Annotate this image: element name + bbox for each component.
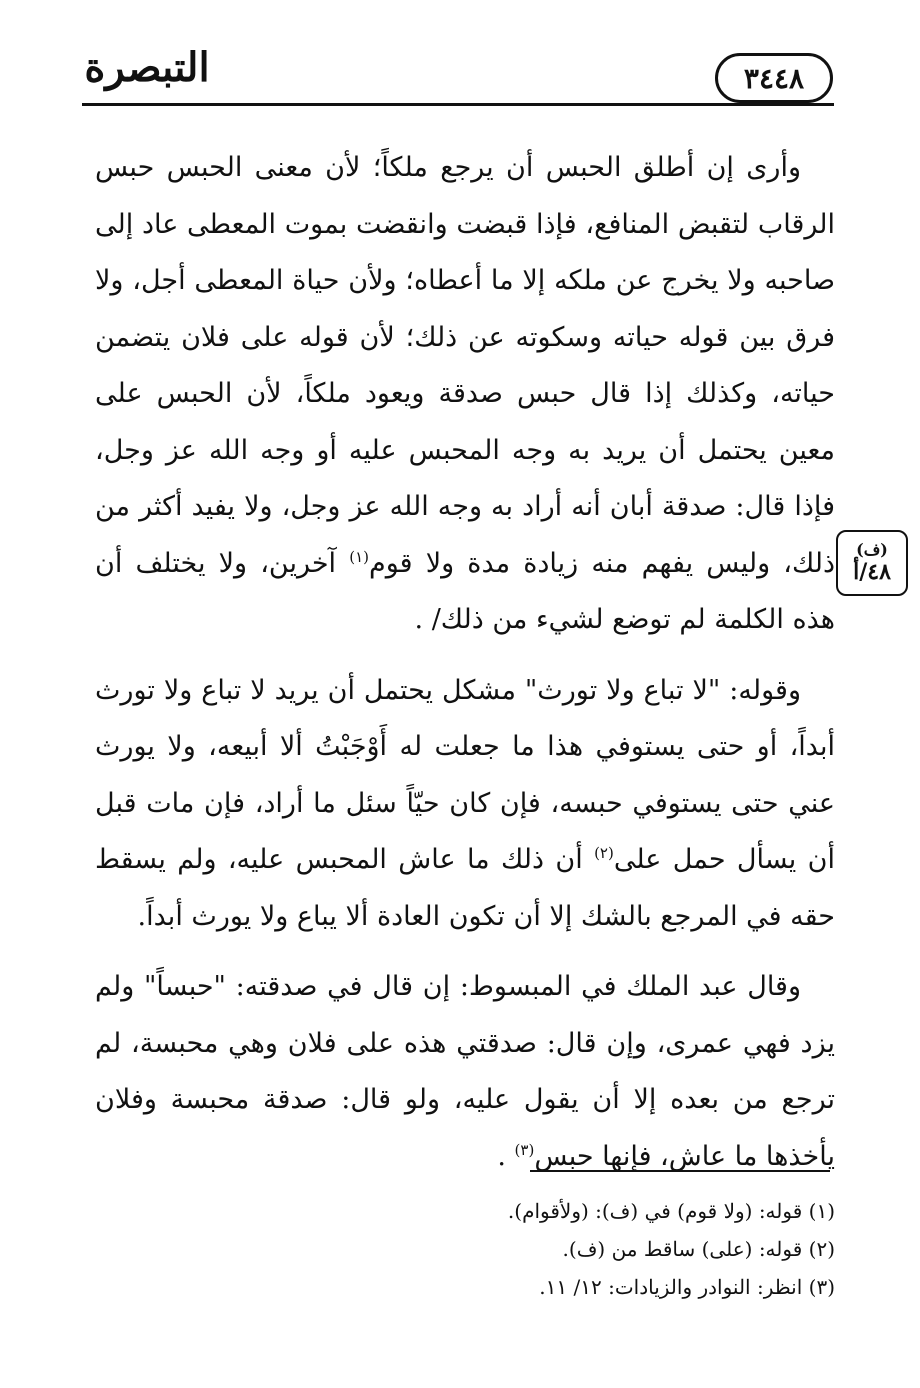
header-rule [82, 103, 834, 106]
page-number: ٣٤٤٨ [715, 53, 833, 103]
footnote-3: (٣) انظر: النوادر والزيادات: ١٢/ ١١. [539, 1275, 835, 1299]
footnote-separator [530, 1170, 830, 1172]
footnote-ref-3: (٣) [514, 1140, 535, 1159]
main-text [95, 140, 835, 1199]
paragraph-2 [95, 663, 835, 946]
paragraph-text: وأرى إن أطلق الحبس أن يرجع ملكاً؛ لأن معنى الحبس حبس الرقاب لتقبض المنافع، فإذا قبضت وانقضت بموت المعطى عاد إلى صاحبه ولا يخرج عن ملكه إلا ما أعطاه؛ ولأن حياة المعطى أجل، ولا فرق بين قوله حياته وسكوته عن ذلك؛ لأن قوله على فلان يتضمن حياته، وكذلك إذا قال حبس صدقة ويعود ملكاً، لأن الحبس على معين يحتمل أن يريد به وجه المحبس عليه أو وجه الله عز وجل، فإذا قال: صدقة أبان أنه أراد به وجه الله عز وجل، ولا يفيد أكثر من ذلك، وليس يفهم منه زيادة مدة ولا قوم [95, 152, 836, 579]
footnote-ref-1: (١) [349, 547, 369, 566]
paragraph-text: آخرين، ولا يختلف أن هذه الكلمة لم توضع لشيء من ذلك/ . [95, 547, 835, 635]
margin-ref-manuscript: (ف) [856, 540, 888, 560]
paragraph-3 [95, 959, 835, 1185]
paragraph-text: وقوله: "لا تباع ولا تورث" مشكل يحتمل أن يريد لا تباع ولا تورث أبداً، أو حتى يستوفي هذا ما جعلت له أَوْجَبْتُ ألا أبيعه، ولا يورث عني حتى يستوفي حبسه، فإن كان حيّاً سئل ما أراد، فإن مات قبل أن يسأل حمل على [95, 674, 836, 875]
running-title: التبصرة [84, 44, 210, 91]
margin-manuscript-ref [836, 530, 908, 596]
margin-ref-folio: ٤٨/أ [853, 558, 891, 585]
paragraph-text: أن ذلك ما عاش المحبس عليه، ولم يسقط حقه في المرجع بالشك إلا أن تكون العادة ألا يباع ولا يورث أبداً. [95, 844, 835, 932]
page-header [0, 0, 920, 120]
footnotes [95, 1192, 835, 1306]
footnote-1: (١) قوله: (ولا قوم) في (ف): (ولأقوام). [507, 1199, 835, 1223]
paragraph-text: . [497, 1140, 515, 1172]
paragraph-text: وقال عبد الملك في المبسوط: إن قال في صدقته: "حبساً" ولم يزد فهي عمرى، وإن قال: صدقتي هذه على فلان وهي محبسة، لم ترجع من بعده إلا أن يقول عليه، ولو قال: صدقة محبسة وفلان يأخذها ما عاش، فإنها حبس [95, 971, 835, 1172]
footnote-2: (٢) قوله: (على) ساقط من (ف). [562, 1237, 835, 1261]
paragraph-1 [95, 140, 835, 649]
footnote-ref-2: (٢) [594, 844, 614, 862]
